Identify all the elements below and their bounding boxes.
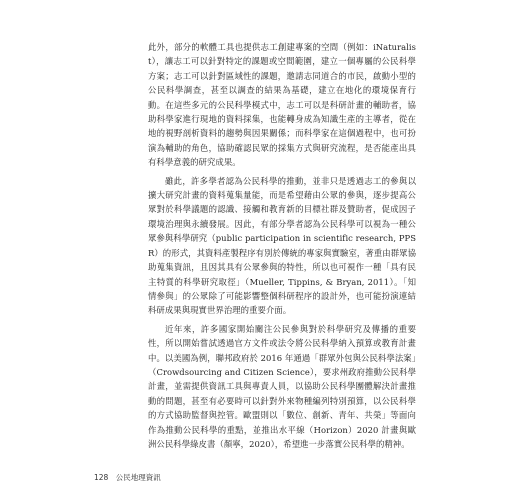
paragraph-2: 雖此，許多學者認為公民科學的推動，並非只是透過志工的參與以擴大研究計畫的資料蒐集量能，而是希望藉由公眾的參與，逐步提高公眾對於科學議題的認識、接觸和教育新的目標社群及贊助者，促成因子環境治理與永續發展。因此，有部分學者認為公民科學可以視為一種公眾參與科學研究（public participation in scientific research, PPSR）的形式，其資料產製程序有別於傳統的專家與實驗室，著重由群眾協助蒐集資訊，且因其具有公眾參與的特性，所以也可視作一種「具有民主特質的科學研究取徑」（Mueller, Tippins, & Bryan, 2011）。「知情參與」的公眾除了可能影響整個科研程序的設計外，也可能扮演連結科研成果與現實世界治理的重要介面。	[148, 175, 416, 316]
running-footer-title: 公民地理資訊	[115, 473, 161, 482]
body-text	[148, 40, 416, 455]
paragraph-1: 此外，部分的軟體工具也提供志工創建專案的空間（例如：iNaturalist），讓志工可以針對特定的課題或空間範圍，建立一個專屬的公民科學方案；志工可以針對區域性的課題，邀請志同道合的市民，啟動小型的公民科學調查，甚至以調查的結果為基礎，建立在地化的環境保育行動。在這些多元的公民科學模式中，志工可以是科研計畫的輔助者，協助科學家進行現地的資料採集，也能轉身成為知識生產的主導者，從在地的視野剖析資料的趨勢與因果關係；而科學家在這個過程中，也可扮演為輔助的角色，協助確認民眾的採集方式與研究流程，是否能產出具有科學意義的研究成果。	[148, 42, 416, 168]
paragraph-3: 近年來，許多國家開始關注公民參與對於科學研究及傳播的重要性，所以開始嘗試透過官方文件或法令將公民科學納入預算或教育計畫中。以美國為例，聯邦政府於 2016 年通過「群眾外包與公民科學法案」（Crowdsourcing and Citizen Science），要求州政府推動公民科學計畫，並需提供資訊工具與專責人員，以協助公民科學團體解決計畫推動的問題，甚至有必要時可以針對外來物種編列特別預算，以公民科學的方式協助監督與控管。歐盟則以「數位、創新、青年、共榮」等面向作為推動公民科學的重點，並推出水平線（Horizon）2020 計畫與歐洲公民科學綠皮書（顏寧，2020），希望進一步落實公民科學的精神。	[148, 323, 416, 449]
page-footer	[94, 472, 161, 483]
page-number: 128	[94, 473, 109, 482]
